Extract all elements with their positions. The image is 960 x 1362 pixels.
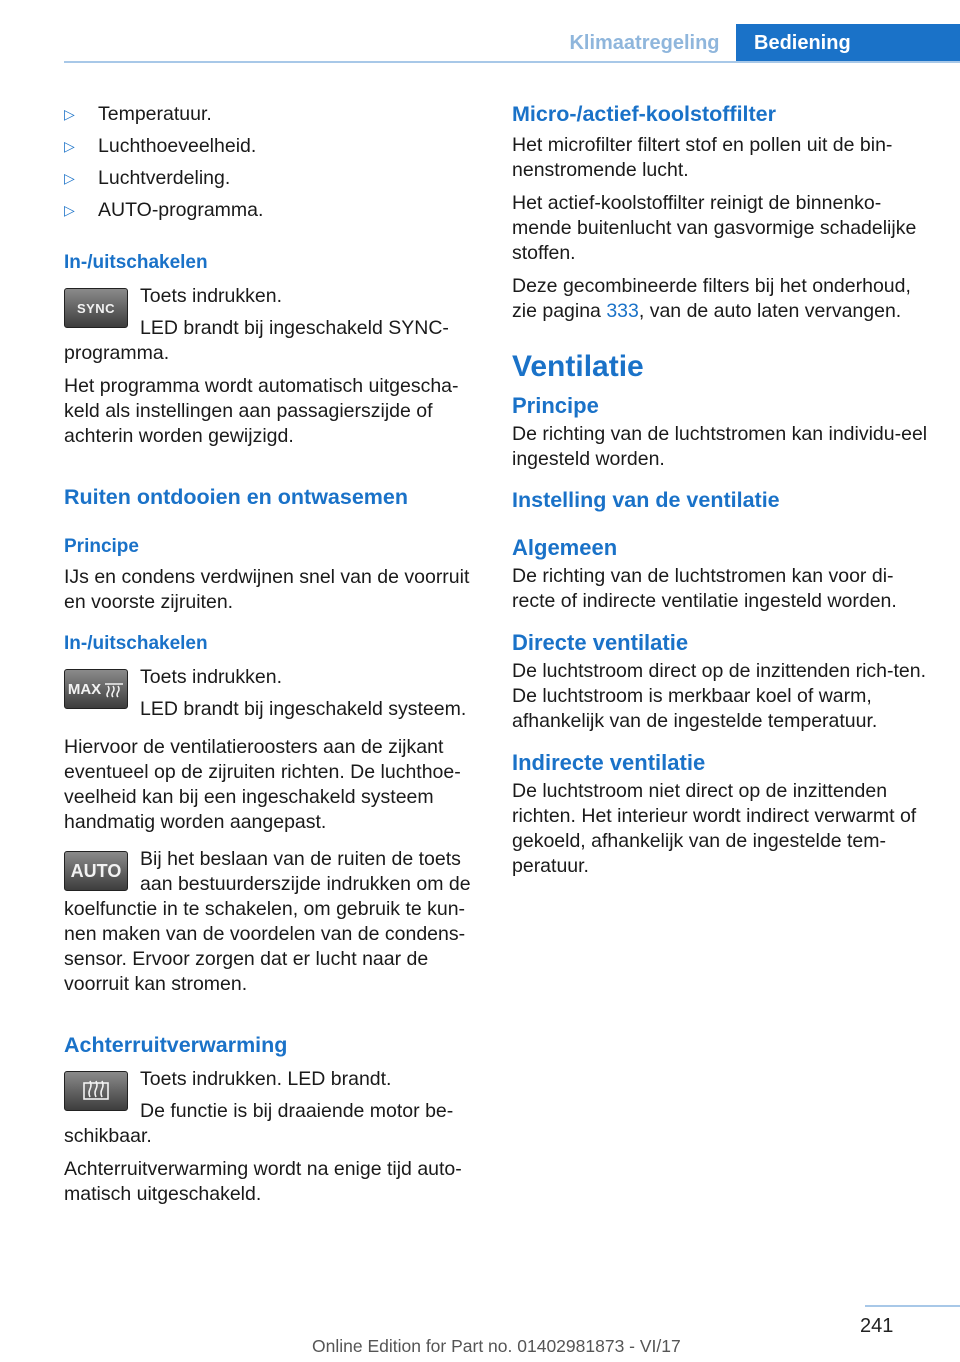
rear-line2: De functie is bij draaiende motor be- xyxy=(140,1100,454,1122)
principe-heading: Principe xyxy=(64,536,139,557)
defrost-waves-icon xyxy=(104,680,124,698)
auto-button-label: AUTO xyxy=(70,860,122,881)
list-item-text: AUTO-programma. xyxy=(98,199,264,221)
auto-text-b: koelfunctie in te schakelen, om gebruik te kun-nen maken van de voordelen van de condens-sensor. Ervoor zorgen dat er lucht naar de voorruit kan stromen. xyxy=(64,898,466,995)
rear-line1: Toets indrukken. LED brandt. xyxy=(140,1068,392,1090)
left-column xyxy=(64,100,478,1207)
list-item xyxy=(64,132,478,164)
filter-paragraph-1: Het microfilter filtert stof en pollen uit de bin-nenstromende lucht. xyxy=(512,134,893,181)
list-item-text: Temperatuur. xyxy=(98,103,212,125)
ventilatie-heading: Ventilatie xyxy=(512,350,644,383)
direct-heading: Directe ventilatie xyxy=(512,630,689,655)
rear-line3: schikbaar. xyxy=(64,1125,152,1147)
sync-line3: programma. xyxy=(64,342,170,364)
list-item xyxy=(64,196,478,228)
filter-p3-text-b: , van de auto laten vervangen. xyxy=(638,300,902,322)
sync-paragraph: Het programma wordt automatisch uitgescha-keld als instellingen aan passagierszijde of achterin worden gewijzigd. xyxy=(64,375,459,447)
rear-defrost-glyph-icon xyxy=(81,1079,111,1103)
page-link-333[interactable]: 333 xyxy=(606,300,639,322)
auto-button-icon xyxy=(64,851,128,891)
sync-line1: Toets indrukken. xyxy=(140,285,282,307)
right-column xyxy=(512,100,930,879)
rear-paragraph: Achterruitverwarming wordt na enige tijd auto-matisch uitgeschakeld. xyxy=(64,1158,462,1205)
sync-heading: In-/uitschakelen xyxy=(64,252,208,273)
vent-principe-text: De richting van de luchtstromen kan individu-eel ingesteld worden. xyxy=(512,423,928,470)
defrost-heading: Ruiten ontdooien en ontwasemen xyxy=(64,485,409,509)
vent-principe-heading: Principe xyxy=(512,393,599,418)
rear-heading: Achterruitverwarming xyxy=(64,1033,288,1057)
filter-paragraph-2: Het actief-koolstoffilter reinigt de binnenko-mende buitenlucht van gasvormige schadelijke stoffen. xyxy=(512,192,917,264)
filter-p3-text-a: Deze gecombineerde filters bij het onderhoud, zie pagina xyxy=(512,275,911,322)
rear-block xyxy=(64,1067,478,1124)
setting-heading: Instelling van de ventilatie xyxy=(512,488,780,512)
principe-text: IJs en condens verdwijnen snel van de voorruit en voorste zijruiten. xyxy=(64,566,470,613)
triangle-right-icon: ▷ xyxy=(64,170,75,186)
rear-window-defrost-icon xyxy=(64,1071,128,1111)
algemeen-heading: Algemeen xyxy=(512,535,618,560)
max-paragraph: Hiervoor de ventilatieroosters aan de zijkant eventueel op de zijruiten richten. De luchthoe-veelheid kan bij een ingeschakeld systeem handmatig worden aangepast. xyxy=(64,736,461,833)
list-item xyxy=(64,100,478,132)
max-line1: Toets indrukken. xyxy=(140,666,282,688)
triangle-right-icon: ▷ xyxy=(64,106,75,122)
footer-divider xyxy=(865,1305,960,1307)
triangle-right-icon: ▷ xyxy=(64,138,75,154)
list-item xyxy=(64,164,478,196)
sync-block xyxy=(64,284,478,341)
indirect-text: De luchtstroom niet direct op de inzittenden richten. Het interieur wordt indirect verwarmt of gekoeld, afhankelijk van de ingestelde tem-peratuur. xyxy=(512,780,917,877)
sync-line2: LED brandt bij ingeschakeld SYNC- xyxy=(140,317,449,339)
max-defrost-icon xyxy=(64,669,128,709)
header-divider xyxy=(64,61,960,63)
tab-bediening[interactable]: Bediening xyxy=(736,24,960,62)
max-heading: In-/uitschakelen xyxy=(64,633,208,654)
filter-paragraph-3 xyxy=(512,274,930,324)
indirect-heading: Indirecte ventilatie xyxy=(512,750,706,775)
page-header xyxy=(0,0,960,62)
list-item-text: Luchtverdeling. xyxy=(98,167,231,189)
auto-block xyxy=(64,847,478,897)
tab-klimaatregeling[interactable]: Klimaatregeling xyxy=(569,32,720,54)
direct-text: De luchtstroom direct op de inzittenden rich-ten. De luchtstroom is merkbaar koel of warm, afhankelijk van de ingestelde temperatuur. xyxy=(512,660,927,732)
max-block xyxy=(64,665,478,722)
triangle-right-icon: ▷ xyxy=(64,202,75,218)
sync-button-label: SYNC xyxy=(76,300,116,316)
algemeen-text: De richting van de luchtstromen kan voor di-recte of indirecte ventilatie ingesteld worden. xyxy=(512,565,897,612)
auto-text-a: Bij het beslaan van de ruiten de toets aan bestuurderszijde indrukken om de xyxy=(140,848,471,895)
filter-heading: Micro-/actief-koolstoffilter xyxy=(512,102,776,126)
max-button-label: MAX xyxy=(67,680,102,698)
list-item-text: Luchthoeveelheid. xyxy=(98,135,257,157)
sync-button-icon xyxy=(64,288,128,328)
edition-note: Online Edition for Part no. 01402981873 - VI/17 xyxy=(312,1336,681,1356)
page-number: 241 xyxy=(860,1315,894,1337)
max-line2: LED brandt bij ingeschakeld systeem. xyxy=(140,698,467,720)
